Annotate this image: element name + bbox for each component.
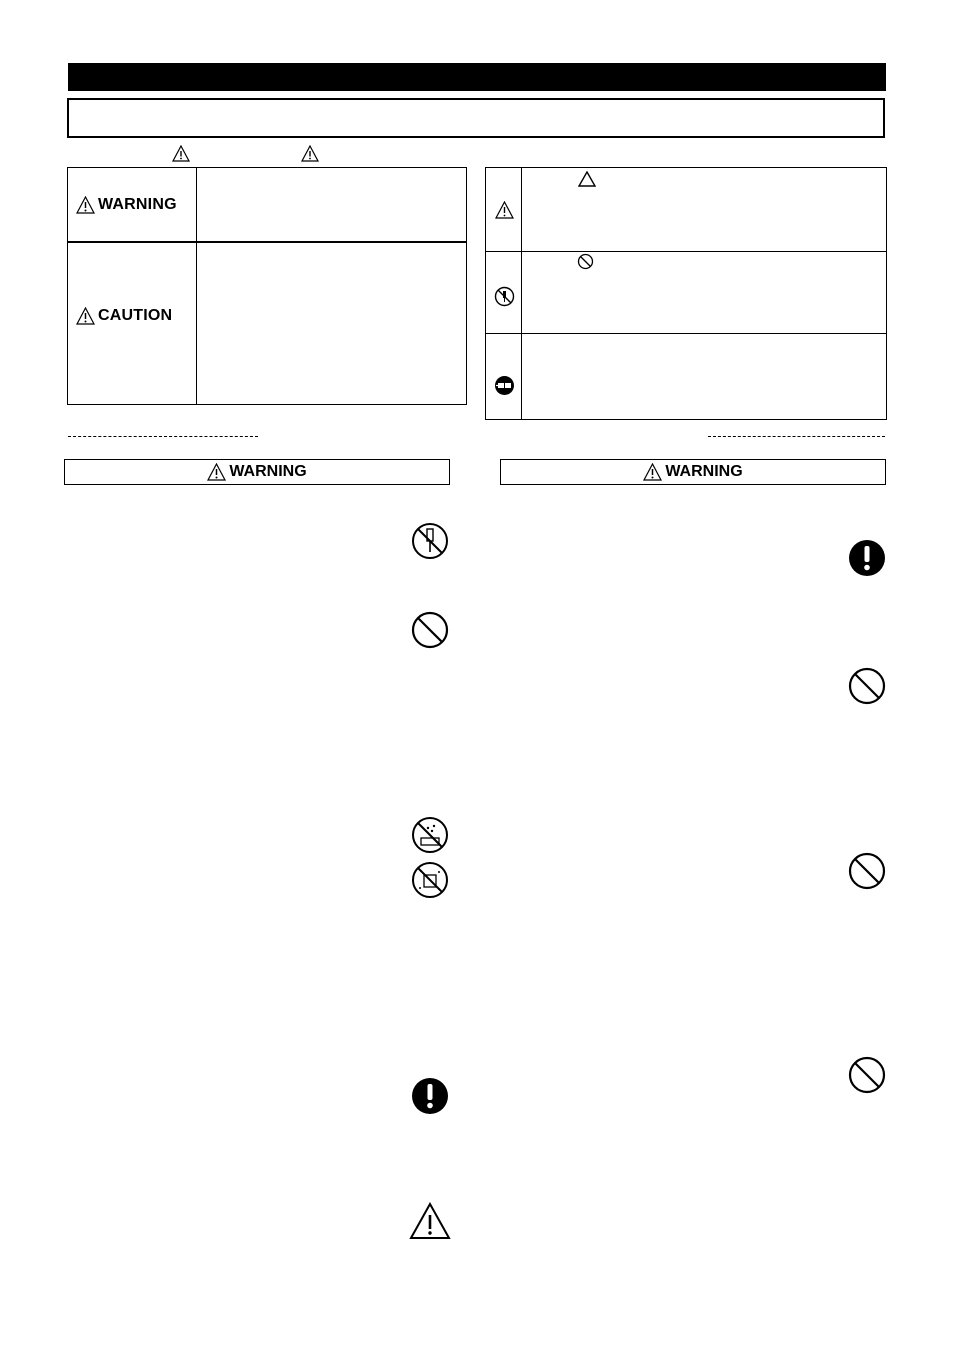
symbol-table-rule: [486, 333, 886, 334]
warning-triangle-icon: [409, 1202, 451, 1240]
section-divider-right: [708, 436, 885, 437]
warning-triangle-icon: [301, 145, 319, 162]
no-water-icon: [411, 816, 449, 854]
label-definition-table: [67, 167, 467, 405]
caution-tag: [76, 307, 172, 325]
unplug-icon: [494, 375, 515, 396]
warning-tag: [76, 196, 177, 214]
notice-box: [67, 98, 885, 138]
no-disassemble-icon: [494, 286, 515, 307]
symbol-table-rule: [486, 251, 886, 252]
symbol-explanation-line: [68, 145, 468, 165]
prohibited-circle-icon: [411, 611, 449, 649]
warning-triangle-icon: [172, 145, 190, 162]
prohibited-circle-icon: [848, 852, 886, 890]
caution-row: [68, 243, 466, 405]
mandatory-exclamation-icon: [411, 1077, 449, 1115]
mandatory-exclamation-icon: [848, 539, 886, 577]
warning-section-header-right: [500, 459, 886, 485]
label-table-divider: [196, 168, 197, 404]
warning-section-label: WARNING: [229, 463, 307, 480]
warning-triangle-icon: [495, 201, 514, 219]
warning-section-label: WARNING: [665, 463, 743, 480]
symbol-table-divider: [521, 168, 522, 419]
prohibited-circle-icon: [577, 253, 594, 270]
warning-triangle-icon: [207, 463, 226, 481]
warning-triangle-icon: [76, 196, 95, 214]
section-divider-left: [68, 436, 258, 437]
prohibited-circle-icon: [848, 667, 886, 705]
warning-row: [68, 168, 466, 243]
warning-label: WARNING: [98, 196, 177, 213]
no-water-spill-icon: [411, 861, 449, 899]
symbol-definition-table: [485, 167, 887, 420]
warning-triangle-icon: [643, 463, 662, 481]
warning-section-header-left: [64, 459, 450, 485]
prohibited-circle-icon: [848, 1056, 886, 1094]
caution-triangle-icon: [76, 307, 95, 325]
caution-label: CAUTION: [98, 307, 173, 324]
header-bar: [68, 63, 886, 91]
triangle-outline-icon: [578, 171, 596, 187]
no-disassemble-icon: [411, 522, 449, 560]
